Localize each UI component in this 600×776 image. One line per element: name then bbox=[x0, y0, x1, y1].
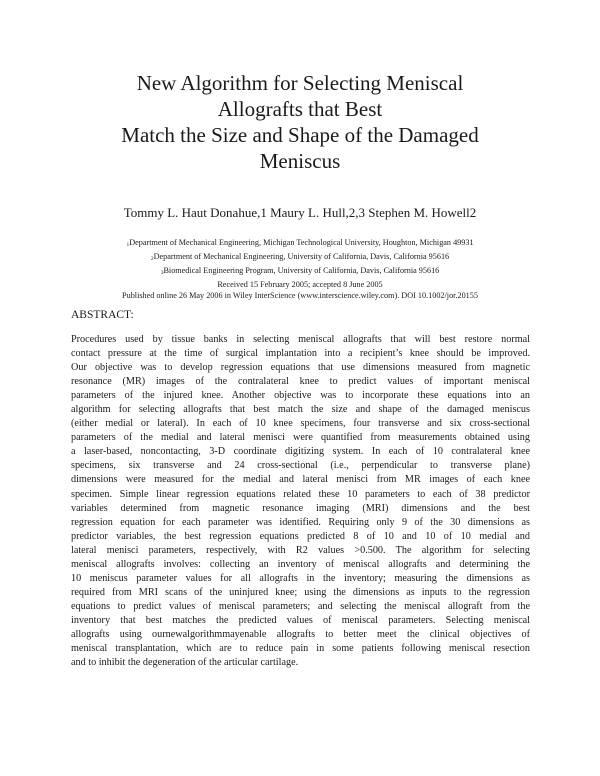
abstract-line: Our objective was to develop regression equations that use dimensions measured from magnetic bbox=[71, 362, 530, 374]
abstract-line: lateral menisci parameters, respectively, with R2 values >0.500. The algorithm for selecting bbox=[71, 544, 530, 556]
abstract-line: dimensions were measured for the medial and lateral menisci from MR images of each knee bbox=[71, 474, 530, 486]
title-line: New Algorithm for Selecting Meniscal bbox=[136, 71, 464, 95]
abstract-line: inventory that best matches the predicted values of meniscal parameters. Selecting meniscal bbox=[71, 614, 530, 626]
title-line: Match the Size and Shape of the Damaged bbox=[121, 123, 479, 147]
abstract-line: required from MRI scans of the uninjured knee; using the dimensions as inputs to the regression bbox=[71, 586, 530, 598]
affiliations-block bbox=[40, 237, 560, 301]
abstract-line: a laser-based, noncontacting, 3-D coordinate digitizing system. In each of 10 contralateral knee bbox=[71, 446, 530, 458]
published-line: Published online 26 May 2006 in Wiley InterScience (www.interscience.wiley.com). DOI 10.1002/jor.20155 bbox=[122, 291, 478, 300]
abstract-line: meniscal transplantation, which are to reduce pain in some patients following meniscal resection bbox=[71, 643, 530, 655]
affiliation-line: $_3$Biomedical Engineering Program, University of California, Davis, California 95616 bbox=[160, 266, 440, 276]
abstract-line: 10 meniscus parameter values for all allografts in the inventory; measuring the dimensions as bbox=[71, 572, 530, 584]
abstract-line: and to inhibit the degeneration of the articular cartilage. bbox=[71, 657, 299, 669]
abstract-line: parameters of the injured knee. Another objective was to incorporate these equations into an bbox=[71, 390, 530, 402]
abstract-line: specimen. Simple linear regression equations related these 10 parameters to each of 38 predictor bbox=[71, 488, 530, 500]
abstract-line: parameters of the medial and lateral menisci were quantified from measurements obtained using bbox=[71, 432, 530, 444]
abstract-line: predictor variables, the best regression equations predicted 8 of 10 and 10 of 10 medial and bbox=[71, 530, 530, 542]
received-line: Received 15 February 2005; accepted 8 June 2005 bbox=[217, 280, 383, 289]
abstract-line: resonance (MR) images of the contralateral knee to predict values of important meniscal bbox=[71, 376, 530, 388]
abstract-line: variables determined from magnetic resonance imaging (MRI) dimensions and the best bbox=[71, 502, 530, 514]
abstract-line: allografts using ournewalgorithmmayenable allografts to better meet the clinical objectives of bbox=[71, 628, 530, 640]
abstract-line: meniscal allografts involves: collecting an inventory of meniscal allografts and determining the bbox=[71, 558, 530, 570]
affiliation-line: $_2$Department of Mechanical Engineering, University of California, Davis, California 95616 bbox=[150, 252, 450, 262]
abstract-line: (either medial or lateral). In each of 10 knee specimens, four transverse and six cross-sectional bbox=[71, 418, 530, 430]
paper-title bbox=[40, 70, 560, 174]
abstract-line: equations to predict values of meniscal parameters; and selecting the meniscal allograft from the bbox=[71, 600, 530, 612]
abstract-heading: ABSTRACT: bbox=[71, 309, 134, 321]
abstract-line: regression equation for each parameter was identified. Requiring only 9 of the 30 dimensions as bbox=[71, 516, 530, 528]
title-line: Allografts that Best bbox=[217, 97, 383, 121]
abstract-line: Procedures used by tissue banks in selecting meniscal allografts that will best restore normal bbox=[71, 334, 530, 345]
affiliation-line: $_1$Department of Mechanical Engineering, Michigan Technological University, Houghton, Michigan 49931 bbox=[126, 238, 474, 248]
author-list: Tommy L. Haut Donahue,1 Maury L. Hull,2,3 Stephen M. Howell2 bbox=[123, 205, 477, 220]
abstract-line: contact pressure at the time of surgical implantation into a recipient’s knee should be improved. bbox=[71, 348, 530, 360]
abstract-line: specimens, six transverse and 24 cross-sectional (i.e., perpendicular to transverse plane) bbox=[71, 460, 530, 472]
abstract-body bbox=[71, 333, 530, 670]
title-line: Meniscus bbox=[259, 149, 341, 173]
abstract-line: algorithm for selecting allografts that best match the size and shape of the damaged meniscus bbox=[71, 404, 530, 416]
